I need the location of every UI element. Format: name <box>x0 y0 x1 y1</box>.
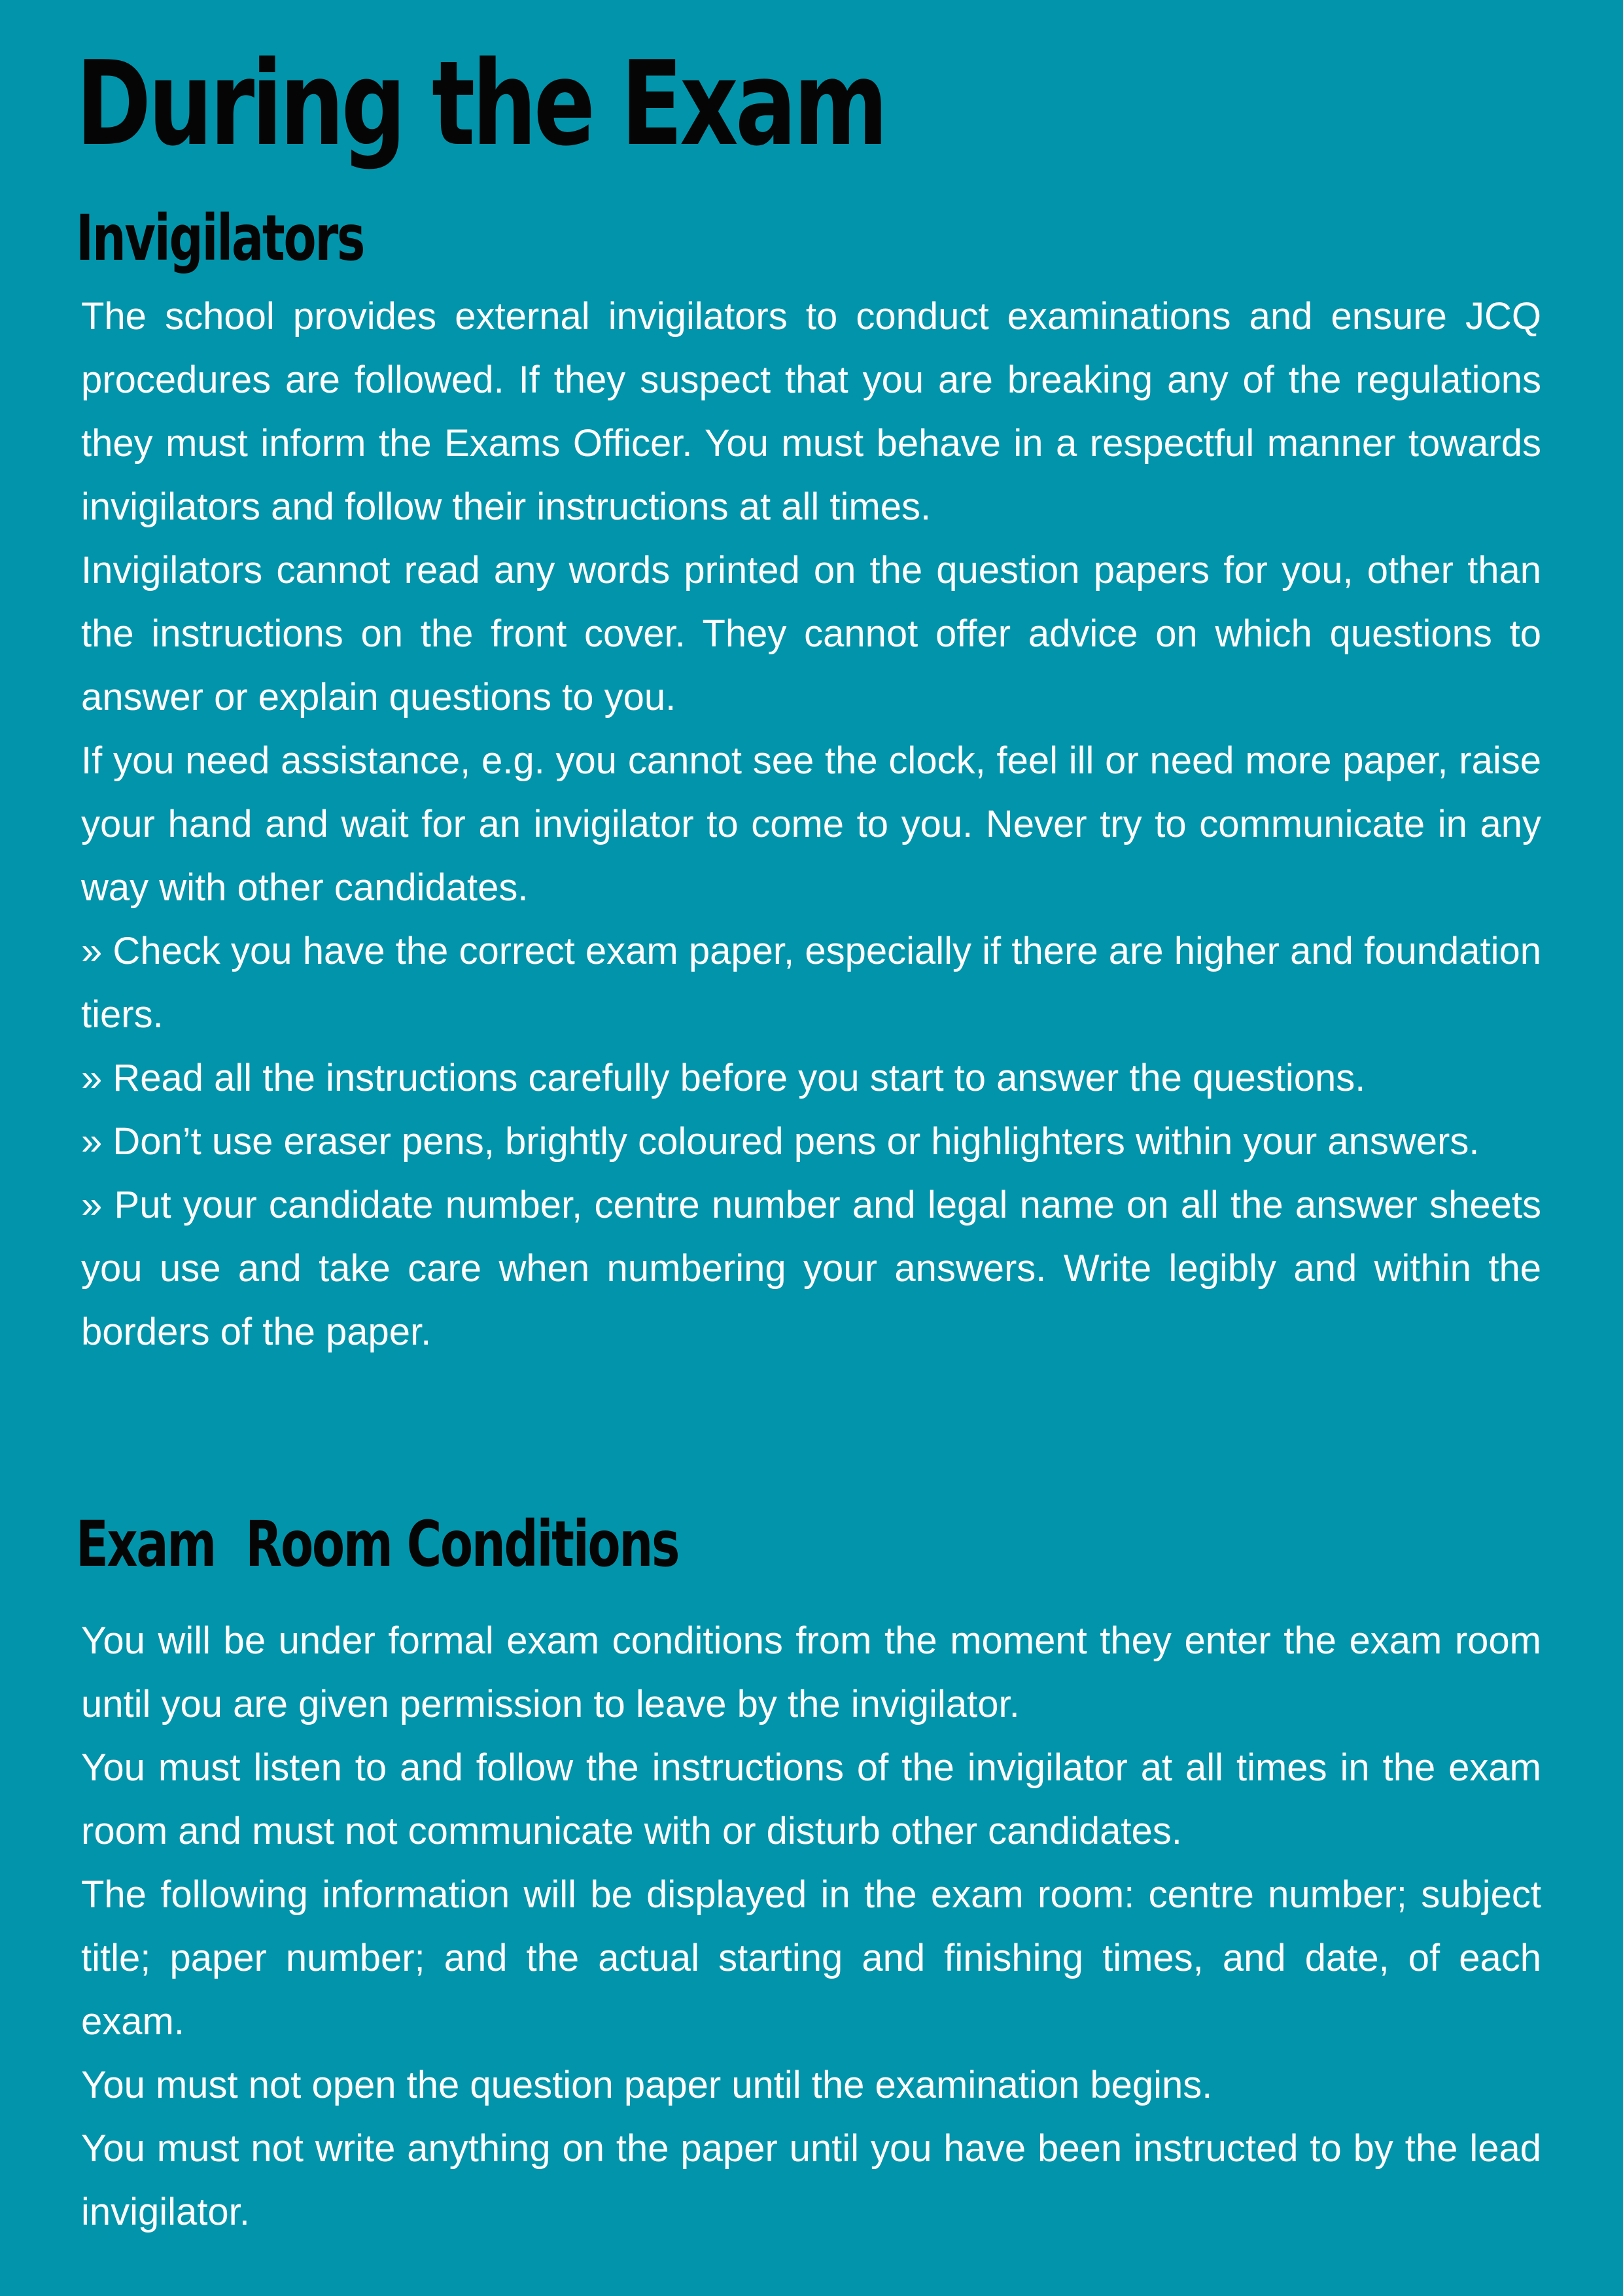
invigilators-paragraph: If you need assistance, e.g. you cannot see the clock, feel ill or need more paper, raise your hand and wait for an invigilator to come to you. Never try to communicate in any way with other candidates. <box>81 739 1541 909</box>
invigilators-heading: Invigilators <box>76 202 364 275</box>
exam-room-paragraph: You must not open the question paper until the examination begins. <box>81 2064 1213 2106</box>
invigilators-paragraph: Invigilators cannot read any words printed on the question papers for you, other than the instructions on the front cover. They cannot offer advice on which questions to answer or explain questions to you. <box>81 549 1541 718</box>
invigilators-bullet: » Read all the instructions carefully before you start to answer the questions. <box>81 1057 1366 1099</box>
invigilators-bullet: » Check you have the correct exam paper, especially if there are higher and foundation tiers. <box>81 930 1541 1036</box>
exam-room-section <box>81 1609 1541 2244</box>
exam-room-paragraph: You will be under formal exam conditions from the moment they enter the exam room until you are given permission to leave by the invigilator. <box>81 1619 1541 1725</box>
invigilators-section <box>81 285 1541 1364</box>
exam-room-paragraph: The following information will be displayed in the exam room: centre number; subject title; paper number; and the actual starting and finishing times, and date, of each exam. <box>81 1873 1541 2043</box>
invigilators-paragraph: The school provides external invigilators to conduct examinations and ensure JCQ procedures are followed. If they suspect that you are breaking any of the regulations they must inform the Exams Officer. You must behave in a respectful manner towards invigilators and follow their instructions at all times. <box>81 295 1541 528</box>
invigilators-bullet: » Don’t use eraser pens, brightly coloured pens or highlighters within your answers. <box>81 1120 1480 1163</box>
exam-room-paragraph: You must listen to and follow the instructions of the invigilator at all times in the exam room and must not communicate with or disturb other candidates. <box>81 1746 1541 1852</box>
exam-room-paragraph: You must not write anything on the paper until you have been instructed to by the lead invigilator. <box>81 2127 1541 2233</box>
invigilators-bullet: » Put your candidate number, centre number and legal name on all the answer sheets you use and take care when numbering your answers. Write legibly and within the borders of the paper. <box>81 1184 1541 1353</box>
page-title: During the Exam <box>76 36 885 171</box>
exam-room-heading: Exam Room Conditions <box>76 1508 679 1581</box>
